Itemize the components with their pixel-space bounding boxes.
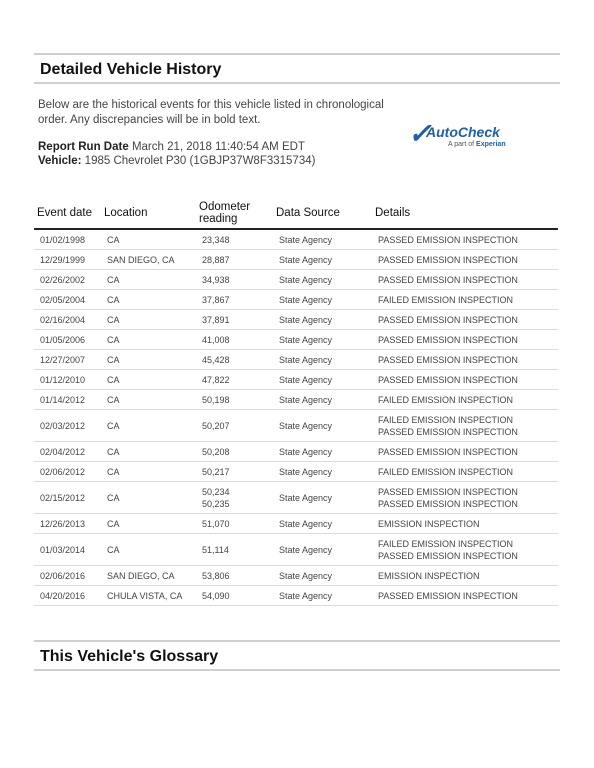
vehicle-history-table xyxy=(34,197,558,606)
event-date-cell: 02/15/2012 xyxy=(34,482,101,514)
location-cell: SAN DIEGO, CA xyxy=(101,566,196,586)
event-date-cell: 01/12/2010 xyxy=(34,370,101,390)
table-row xyxy=(34,462,558,482)
odometer-value: 37,891 xyxy=(202,314,230,325)
event-date-cell: 02/04/2012 xyxy=(34,442,101,462)
location-cell: CA xyxy=(101,390,196,410)
column-header-location: Location xyxy=(101,197,196,229)
event-date-cell: 02/06/2016 xyxy=(34,566,101,586)
detail-line: PASSED EMISSION INSPECTION xyxy=(378,590,518,601)
data-source-cell: State Agency xyxy=(273,410,372,442)
column-header-event-date: Event date xyxy=(34,197,101,229)
detail-line: PASSED EMISSION INSPECTION xyxy=(378,254,518,265)
table-body xyxy=(34,229,558,606)
table-row xyxy=(34,442,558,462)
details-cell xyxy=(372,442,558,462)
odometer-cell xyxy=(196,566,273,586)
event-date-cell: 01/14/2012 xyxy=(34,390,101,410)
odometer-cell xyxy=(196,370,273,390)
location-cell: CA xyxy=(101,290,196,310)
report-run-date-label: Report Run Date xyxy=(38,141,129,153)
vehicle-value: 1985 Chevrolet P30 (1GBJP37W8F3315734) xyxy=(84,155,316,167)
data-source-cell: State Agency xyxy=(273,442,372,462)
detail-line: PASSED EMISSION INSPECTION xyxy=(378,314,518,325)
logo-tagline-prefix: A part of xyxy=(448,141,475,148)
details-cell xyxy=(372,310,558,330)
data-source-cell: State Agency xyxy=(273,330,372,350)
odometer-cell xyxy=(196,310,273,330)
location-cell: CA xyxy=(101,514,196,534)
odometer-value: 45,428 xyxy=(202,354,230,365)
table-row xyxy=(34,514,558,534)
odometer-cell xyxy=(196,410,273,442)
table-row xyxy=(34,330,558,350)
table-row xyxy=(34,566,558,586)
odometer-cell xyxy=(196,514,273,534)
data-source-cell: State Agency xyxy=(273,270,372,290)
data-source-cell: State Agency xyxy=(273,350,372,370)
detail-line: PASSED EMISSION INSPECTION xyxy=(378,274,518,285)
event-date-cell: 02/26/2002 xyxy=(34,270,101,290)
odometer-cell xyxy=(196,390,273,410)
detail-line: PASSED EMISSION INSPECTION xyxy=(378,354,518,365)
vehicle-label: Vehicle: xyxy=(38,155,82,167)
location-cell: CA xyxy=(101,482,196,514)
data-source-cell: State Agency xyxy=(273,290,372,310)
detail-line: FAILED EMISSION INSPECTION xyxy=(378,466,514,477)
location-cell: CA xyxy=(101,270,196,290)
location-cell: CA xyxy=(101,330,196,350)
data-source-cell: State Agency xyxy=(273,390,372,410)
odometer-value: 51,070 xyxy=(202,518,230,529)
details-cell xyxy=(372,330,558,350)
details-cell xyxy=(372,586,558,606)
location-cell: CA xyxy=(101,410,196,442)
table-row xyxy=(34,290,558,310)
event-date-cell: 02/16/2004 xyxy=(34,310,101,330)
odometer-cell xyxy=(196,229,273,250)
odometer-value: 47,822 xyxy=(202,374,230,385)
event-date-cell: 12/27/2007 xyxy=(34,350,101,370)
location-cell: CA xyxy=(101,462,196,482)
location-cell: CHULA VISTA, CA xyxy=(101,586,196,606)
details-cell xyxy=(372,350,558,370)
detail-line: PASSED EMISSION INSPECTION xyxy=(378,446,518,457)
glossary-title: This Vehicle's Glossary xyxy=(40,648,219,665)
vehicle-info xyxy=(38,155,315,167)
location-cell: CA xyxy=(101,310,196,330)
detail-line: PASSED EMISSION INSPECTION xyxy=(378,374,518,385)
details-cell xyxy=(372,566,558,586)
detail-line: PASSED EMISSION INSPECTION xyxy=(378,550,518,561)
details-cell xyxy=(372,410,558,442)
details-cell xyxy=(372,229,558,250)
odometer-cell xyxy=(196,442,273,462)
event-date-cell: 01/02/1998 xyxy=(34,229,101,250)
odometer-cell xyxy=(196,330,273,350)
table-row xyxy=(34,586,558,606)
odometer-value: 50,217 xyxy=(202,466,230,477)
detail-line: PASSED EMISSION INSPECTION xyxy=(378,498,518,509)
table-row xyxy=(34,370,558,390)
location-cell: SAN DIEGO, CA xyxy=(101,250,196,270)
column-header-details: Details xyxy=(372,197,558,229)
details-cell xyxy=(372,250,558,270)
table-row xyxy=(34,534,558,566)
report-run-date-value: March 21, 2018 11:40:54 AM EDT xyxy=(131,141,305,153)
odometer-value: 41,008 xyxy=(202,334,230,345)
odometer-value: 37,867 xyxy=(202,294,230,305)
detail-line: FAILED EMISSION INSPECTION xyxy=(378,414,514,425)
event-date-cell: 12/29/1999 xyxy=(34,250,101,270)
odometer-cell xyxy=(196,482,273,514)
odometer-value: 28,887 xyxy=(202,254,230,265)
detail-line: PASSED EMISSION INSPECTION xyxy=(378,486,518,497)
detail-line: EMISSION INSPECTION xyxy=(378,570,480,581)
details-cell xyxy=(372,390,558,410)
odometer-value: 53,806 xyxy=(202,570,230,581)
detail-line: FAILED EMISSION INSPECTION xyxy=(378,394,514,405)
odometer-value: 50,198 xyxy=(202,394,230,405)
odometer-cell xyxy=(196,270,273,290)
data-source-cell: State Agency xyxy=(273,462,372,482)
table-header-row xyxy=(34,197,558,229)
table-row xyxy=(34,250,558,270)
table-row xyxy=(34,390,558,410)
glossary-section-header xyxy=(34,640,560,671)
location-cell: CA xyxy=(101,229,196,250)
location-cell: CA xyxy=(101,534,196,566)
odometer-value: 34,938 xyxy=(202,274,230,285)
event-date-cell: 04/20/2016 xyxy=(34,586,101,606)
detail-line: FAILED EMISSION INSPECTION xyxy=(378,294,514,305)
odometer-value: 50,207 xyxy=(202,420,230,431)
data-source-cell: State Agency xyxy=(273,514,372,534)
event-date-cell: 02/05/2004 xyxy=(34,290,101,310)
odometer-value: 50,235 xyxy=(202,498,230,509)
intro-text: Below are the historical events for this vehicle listed in chronological order. Any discrepancies will be in bold text. xyxy=(38,99,384,126)
column-header-data-source: Data Source xyxy=(273,197,372,229)
odometer-value: 54,090 xyxy=(202,590,230,601)
data-source-cell: State Agency xyxy=(273,534,372,566)
event-date-cell: 02/06/2012 xyxy=(34,462,101,482)
data-source-cell: State Agency xyxy=(273,229,372,250)
logo-tagline xyxy=(448,141,506,148)
event-date-cell: 12/26/2013 xyxy=(34,514,101,534)
odometer-cell xyxy=(196,534,273,566)
details-cell xyxy=(372,270,558,290)
table-row xyxy=(34,310,558,330)
table-row xyxy=(34,410,558,442)
odometer-value: 50,208 xyxy=(202,446,230,457)
odometer-value: 51,114 xyxy=(202,544,229,555)
detail-line: PASSED EMISSION INSPECTION xyxy=(378,234,518,245)
detail-line: PASSED EMISSION INSPECTION xyxy=(378,426,518,437)
logo-name: AutoCheck xyxy=(426,124,500,140)
column-header-odometer: Odometer reading xyxy=(196,197,273,229)
data-source-cell: State Agency xyxy=(273,566,372,586)
odometer-cell xyxy=(196,350,273,370)
details-cell xyxy=(372,462,558,482)
report-run-date xyxy=(38,141,305,153)
data-source-cell: State Agency xyxy=(273,586,372,606)
details-cell xyxy=(372,514,558,534)
page-title: Detailed Vehicle History xyxy=(40,61,222,78)
event-date-cell: 01/03/2014 xyxy=(34,534,101,566)
odometer-cell xyxy=(196,462,273,482)
data-source-cell: State Agency xyxy=(273,370,372,390)
table-row xyxy=(34,229,558,250)
logo-tagline-brand: Experian xyxy=(476,141,506,148)
event-date-cell: 01/05/2006 xyxy=(34,330,101,350)
event-date-cell: 02/03/2012 xyxy=(34,410,101,442)
details-cell xyxy=(372,482,558,514)
details-cell xyxy=(372,290,558,310)
data-source-cell: State Agency xyxy=(273,310,372,330)
odometer-cell xyxy=(196,290,273,310)
odometer-value: 50,234 xyxy=(202,486,230,497)
data-source-cell: State Agency xyxy=(273,250,372,270)
location-cell: CA xyxy=(101,442,196,462)
details-cell xyxy=(372,534,558,566)
detail-line: EMISSION INSPECTION xyxy=(378,518,480,529)
history-section-header xyxy=(34,53,560,84)
checkmark-icon: ✓ xyxy=(408,118,432,149)
data-source-cell: State Agency xyxy=(273,482,372,514)
location-cell: CA xyxy=(101,350,196,370)
details-cell xyxy=(372,370,558,390)
table-row xyxy=(34,482,558,514)
table-row xyxy=(34,350,558,370)
odometer-value: 23,348 xyxy=(202,234,230,245)
location-cell: CA xyxy=(101,370,196,390)
odometer-cell xyxy=(196,586,273,606)
table-row xyxy=(34,270,558,290)
autocheck-logo xyxy=(408,118,528,153)
odometer-cell xyxy=(196,250,273,270)
detail-line: FAILED EMISSION INSPECTION xyxy=(378,538,514,549)
detail-line: PASSED EMISSION INSPECTION xyxy=(378,334,518,345)
